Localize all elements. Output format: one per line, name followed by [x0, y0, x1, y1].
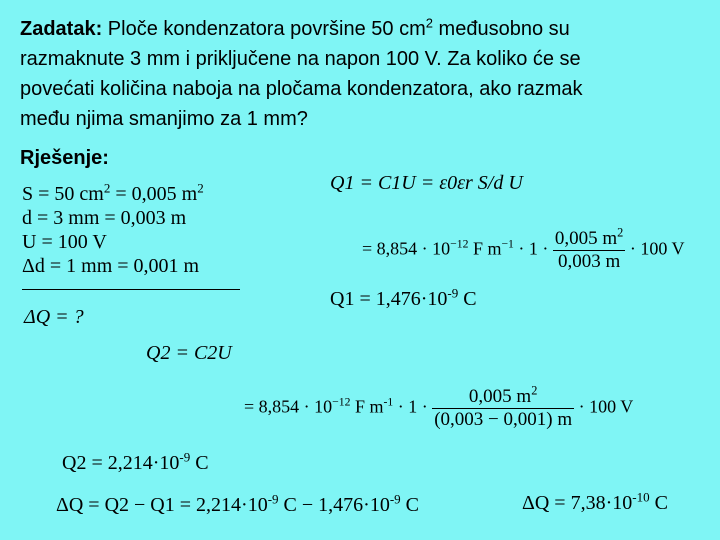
task-line-2: razmaknute 3 mm i priključene na napon 100 V. Za koliko će se: [20, 48, 581, 70]
given-area: S = 50 $cm^2 = 0,005$ $m^2$: [22, 180, 204, 205]
solution-title: Rješenje:: [20, 147, 109, 169]
q2-formula: Q2 = C2U: [146, 342, 232, 364]
q1-result: $Q1 = 1,476\cdot 10^{-9}$ C: [330, 285, 477, 310]
given-distance-change: Δd = 1 mm = 0,001 m: [22, 255, 200, 277]
given-unknown: ΔQ = ?: [24, 306, 84, 328]
q1-fraction: $\frac{0,005 m^2}{0,003 m}$: [554, 225, 624, 272]
q2-fraction: $\frac{0,005 m^2}{(0,003 - 0,001) m}$: [434, 383, 573, 430]
q2-result: $Q2 = 2,214\cdot 10^{-9}$ C: [62, 449, 209, 474]
givens-divider: [22, 289, 240, 290]
task-line-1: Zadatak: Ploče kondenzatora površine 50 $cm^2$ međusobno su: [20, 15, 570, 40]
q1-formula-text: Q1 = C1U = ε0εr S/d U: [330, 172, 523, 194]
delta-q-final: $\Delta Q = 7,38\cdot 10^{-10}$ C: [522, 489, 668, 514]
q2-calculation: = $8,854 \cdot 10^{-12}$ F $m^{-1} \cdot 1$ · $\frac{0,005 m^2}{(0,003 - 0,001) m}$ · 100 V: [244, 383, 634, 430]
given-distance: d = 3 mm = 0,003 m: [22, 207, 187, 229]
givens-block: [22, 182, 204, 278]
task-line-3: povećati količina naboja na pločama kondenzatora, ako razmak: [20, 78, 583, 100]
q1-formula: [330, 172, 523, 195]
delta-q-line: $\Delta Q = Q2 - Q1 = 2,214\cdot 10^{-9}$ $C - 1,476\cdot 10^{-9}$ C: [56, 491, 420, 516]
task-statement: [20, 14, 583, 134]
task-label: Zadatak:: [20, 18, 103, 40]
q1-calculation: = $8,854 \cdot 10^{-12}$ F $m^{-1} \cdot 1$ · $\frac{0,005 m^2}{0,003 m}$ · 100 V: [362, 225, 685, 272]
task-line-4: među njima smanjimo za 1 mm?: [20, 108, 308, 130]
given-voltage: U = 100 V: [22, 231, 107, 253]
